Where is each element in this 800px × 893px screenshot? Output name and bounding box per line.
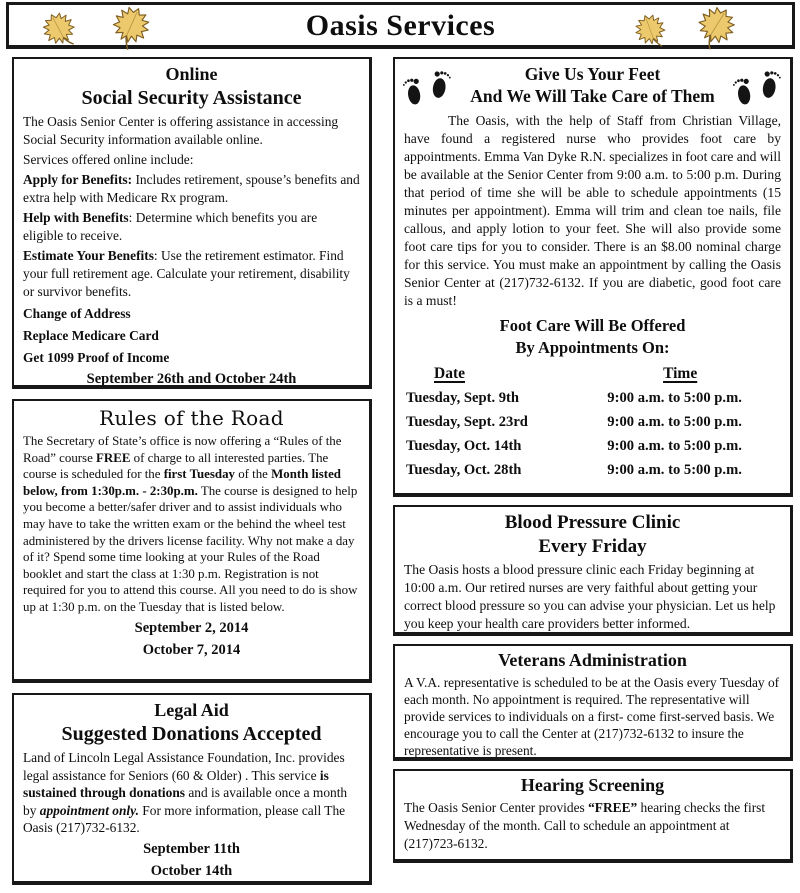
dates-line: October 14th — [150, 862, 233, 879]
section-subheading: Every Friday — [538, 536, 647, 557]
service-item: Apply for Benefits: Includes retirement, spouse’s benefits and extra help with Medicare Rx program. — [23, 172, 360, 205]
schedule-subtitle: By Appointments On: — [515, 338, 670, 357]
section-subheading: Social Security Assistance — [81, 87, 302, 109]
schedule-row — [406, 438, 779, 455]
section-heading: Veterans Administration — [498, 650, 687, 670]
section-blood-pressure-clinic — [393, 505, 793, 636]
left-column — [12, 57, 372, 885]
dates-line: September 2, 2014 — [134, 619, 249, 636]
services-label: Services offered online include: — [23, 152, 194, 167]
leaf-icon — [686, 5, 744, 51]
section-heading: Give Us Your Feet — [524, 64, 661, 84]
paragraph: The Secretary of State’s office is now offering a “Rules of the Road” course FREE of charge to all interested parties. The course is scheduled for the first Tuesday of the Month listed below, from 1:30p.m. - 2:30p.m. The course is designed to help you become a better/safer driver and to assist individuals who may have to take the written exam or the behind the wheel test administered by the drivers license facility. Why not make a day of it? Spend some time looking at your Rules of the Road booklet and start the class at 1:30 p.m. Registration is not required for you to attend this course. All you need to do is show up at 1:30 p.m. on the Tuesday that is listed below. — [23, 434, 358, 614]
paragraph: The Oasis Senior Center is offering assistance in accessing Social Security information available online. — [23, 114, 339, 147]
footprints-icon — [732, 64, 784, 110]
service-item: Change of Address — [23, 306, 131, 321]
service-item: Replace Medicare Card — [23, 328, 159, 343]
schedule-header-date: Date — [434, 365, 465, 382]
section-subheading: Suggested Donations Accepted — [61, 723, 322, 745]
dates-line: October 7, 2014 — [142, 641, 241, 658]
dates-line: September 26th and October 24th — [86, 371, 297, 387]
service-item: Help with Benefits: Determine which benefits you are eligible to receive. — [23, 210, 318, 243]
schedule-title: Foot Care Will Be Offered — [499, 316, 686, 335]
schedule-row — [406, 414, 779, 431]
schedule-header-row — [406, 365, 779, 383]
section-rules-of-the-road — [12, 399, 372, 683]
schedule-date-cell: Tuesday, Sept. 23rd — [406, 414, 528, 430]
paragraph: The Oasis Senior Center provides “FREE” hearing checks the first Wednesday of the month. Call to schedule an appointment at (217)723-6132. — [404, 800, 766, 851]
section-heading: Legal Aid — [154, 700, 229, 720]
section-hearing-screening — [393, 769, 793, 863]
footprints-icon — [402, 64, 454, 110]
paragraph: The Oasis hosts a blood pressure clinic each Friday beginning at 10:00 a.m. Our retired nurses are very faithful about getting your correct blood pressure so you can advise your physician. Let us help you keep your health care providers better informed. — [404, 562, 776, 631]
right-column — [393, 57, 793, 863]
schedule-time-cell: 9:00 a.m. to 5:00 p.m. — [607, 438, 742, 454]
schedule-time-cell: 9:00 a.m. to 5:00 p.m. — [607, 462, 742, 478]
section-heading: Blood Pressure Clinic — [504, 512, 681, 533]
service-item: Estimate Your Benefits: Use the retirement estimator. Find your full retirement age. Calculate your retirement, disability or survivor benefits. — [23, 248, 350, 299]
section-online-social-security — [12, 57, 372, 389]
schedule-table — [404, 365, 781, 479]
page-header — [6, 2, 795, 49]
section-subheading: And We Will Take Care of Them — [470, 86, 715, 106]
section-heading: Online — [165, 64, 218, 84]
service-item: Get 1099 Proof of Income — [23, 350, 170, 365]
schedule-row — [406, 390, 779, 407]
schedule-time-cell: 9:00 a.m. to 5:00 p.m. — [607, 414, 742, 430]
leaf-icon — [628, 13, 674, 51]
paragraph: The Oasis, with the help of Staff from Christian Village, have found a registered nurse who provides foot care by appointments. Emma Van Dyke R.N. specializes in foot care and will be available at the Senior Center from 9:00 a.m. to 5:00 p.m. During that period of time she will be able to schedule appointments (15 minutes per appointment). Emma will trim and clean toe nails, file callous, and apply lotion to your feet. She will also provide some foot care tips for you to consider. There is an $8.00 nominal charge for this service. You must make an appointment by calling the Oasis Senior Center at (217)732-6132. If you are diabetic, good foot care is a must! — [404, 113, 781, 308]
schedule-time-cell: 9:00 a.m. to 5:00 p.m. — [607, 390, 742, 406]
paragraph: Land of Lincoln Legal Assistance Foundation, Inc. provides legal assistance for Seniors (60 & Older) . This service is sustained through donations and is available once a month by appointment only. For more information, please call The Oasis (217)732-6132. — [23, 750, 348, 835]
schedule-header-time: Time — [663, 365, 698, 382]
section-heading: Rules of the Road — [99, 406, 284, 430]
schedule-row — [406, 462, 779, 479]
dates-line: September 11th — [143, 840, 240, 857]
section-heading: Hearing Screening — [520, 775, 665, 795]
page-title: Oasis Services — [305, 9, 496, 42]
schedule-date-cell: Tuesday, Sept. 9th — [406, 390, 520, 406]
schedule-date-cell: Tuesday, Oct. 28th — [406, 462, 522, 478]
paragraph: A V.A. representative is scheduled to be at the Oasis every Tuesday of each month. No appointment is required. The representative will provide services to individuals on a first- come first-served basis. We encourage you to call the Center at (217)732-6132 to insure the representative is present. — [404, 675, 780, 758]
section-legal-aid — [12, 693, 372, 885]
section-foot-care — [393, 57, 793, 497]
section-veterans-administration — [393, 644, 793, 761]
schedule-date-cell: Tuesday, Oct. 14th — [406, 438, 522, 454]
